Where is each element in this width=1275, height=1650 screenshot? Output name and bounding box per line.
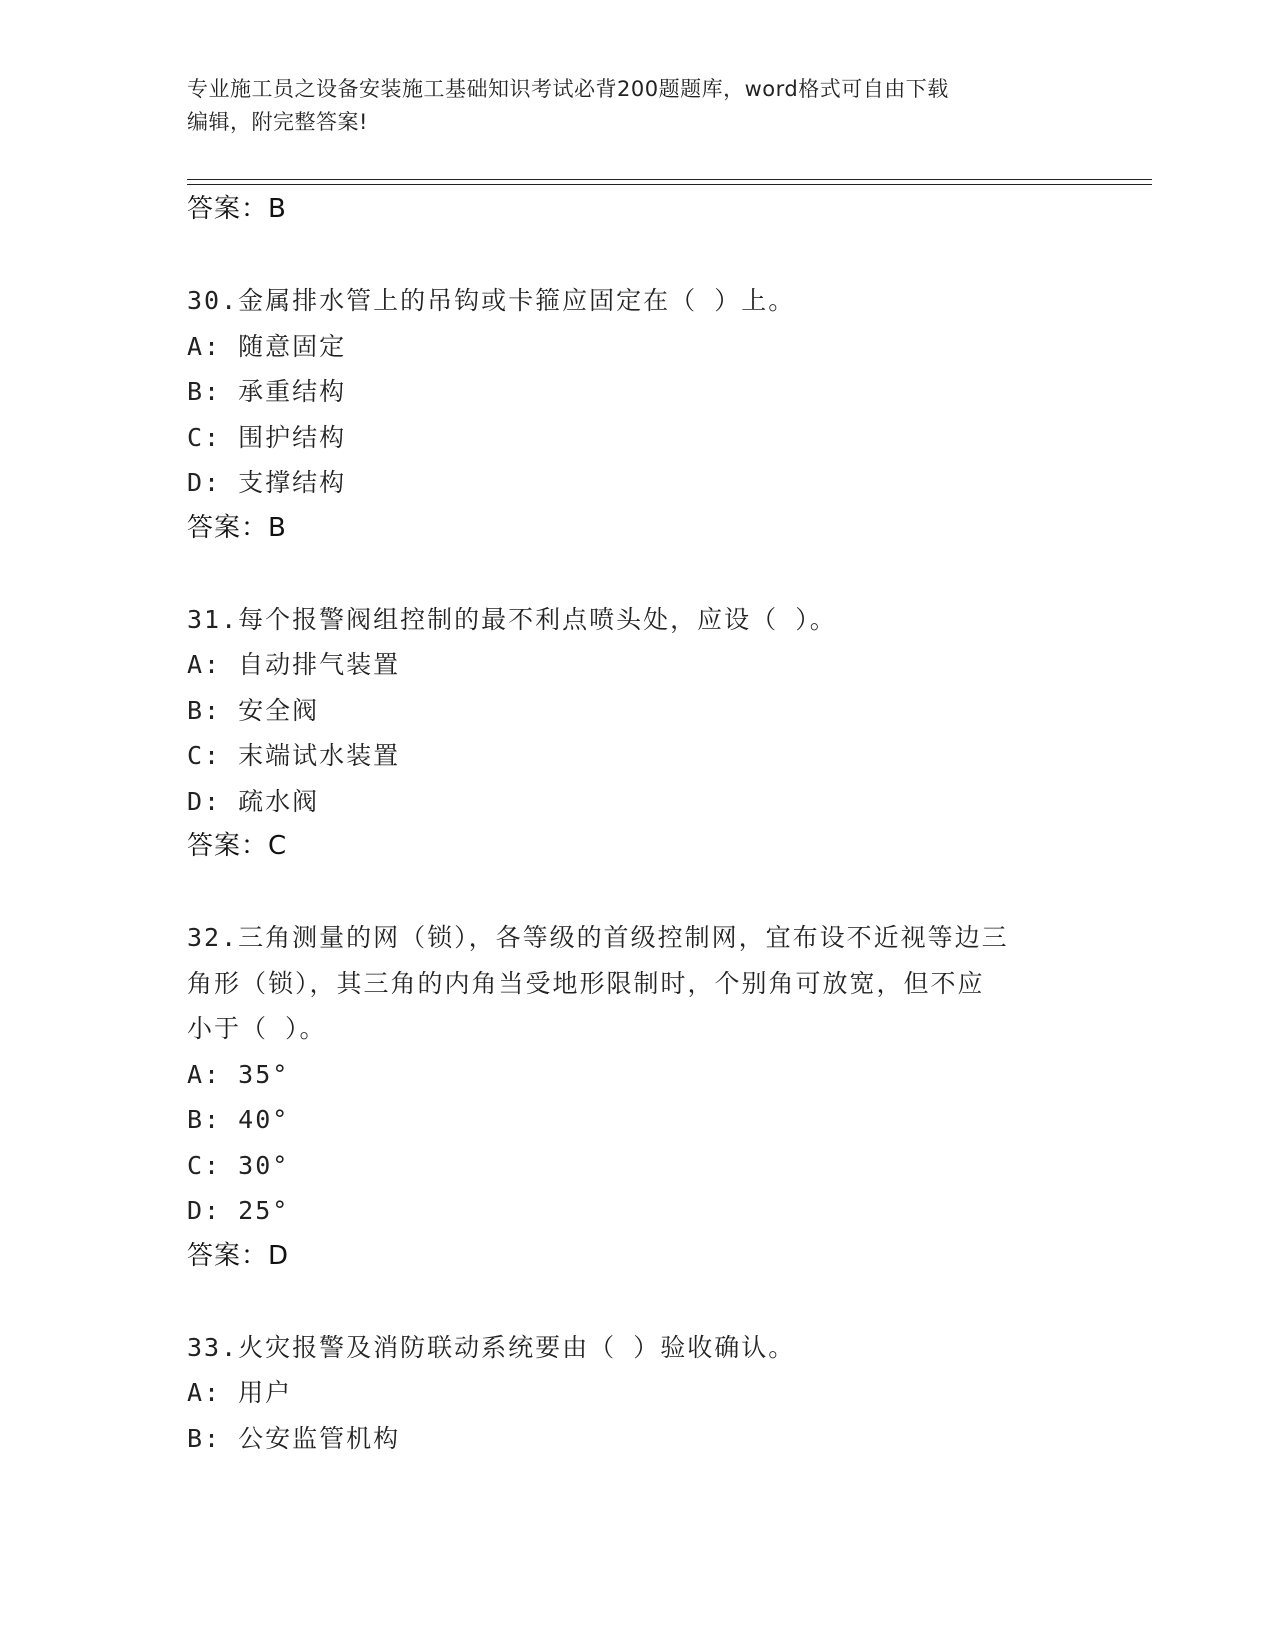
answer-line: 答案：B bbox=[187, 194, 287, 224]
header-title-line-2: 编辑，附完整答案! bbox=[187, 110, 368, 134]
answer-line: 答案：D bbox=[187, 1240, 290, 1271]
option-b: B: 安全阀 bbox=[187, 695, 320, 725]
spacer bbox=[187, 233, 1087, 279]
question-stem: 33.火灾报警及消防联动系统要由（ ）验收确认。 bbox=[187, 1332, 796, 1362]
question-block bbox=[187, 278, 1087, 551]
option-a: A: 随意固定 bbox=[187, 331, 347, 361]
header-title-line-1: 专业施工员之设备安装施工基础知识考试必背200题题库，word格式可自由下载 bbox=[187, 77, 949, 101]
option-a: A: 35° bbox=[187, 1059, 290, 1089]
option-c: C: 围护结构 bbox=[187, 422, 347, 452]
option-c: C: 30° bbox=[187, 1150, 290, 1180]
question-stem-line-2: 角形（锁），其三角的内角当受地形限制时，个别角可放宽，但不应 bbox=[187, 968, 985, 998]
answer-line: 答案：B bbox=[187, 512, 287, 543]
question-stem-line-3: 小于（ ）。 bbox=[187, 1014, 327, 1043]
option-b: B: 公安监管机构 bbox=[187, 1423, 401, 1453]
document-header bbox=[187, 73, 1067, 139]
option-a: A: 自动排气装置 bbox=[187, 650, 401, 679]
option-d: D: 支撑结构 bbox=[187, 468, 347, 497]
spacer bbox=[187, 551, 1087, 597]
spacer bbox=[187, 1279, 1087, 1325]
option-c: C: 末端试水装置 bbox=[187, 741, 401, 770]
question-block bbox=[187, 597, 1087, 870]
question-stem: 30.金属排水管上的吊钩或卡箍应固定在（ ）上。 bbox=[187, 286, 796, 315]
spacer bbox=[187, 870, 1087, 916]
question-stem: 31.每个报警阀组控制的最不利点喷头处，应设（ ）。 bbox=[187, 604, 837, 634]
header-divider bbox=[187, 179, 1152, 185]
question-stem-line-1: 32.三角测量的网（锁），各等级的首级控制网，宜布设不近视等边三 bbox=[187, 923, 1009, 952]
question-list bbox=[187, 187, 1087, 1461]
option-d: D: 25° bbox=[187, 1196, 290, 1225]
option-b: B: 承重结构 bbox=[187, 377, 347, 406]
option-a: A: 用户 bbox=[187, 1378, 293, 1407]
question-block bbox=[187, 915, 1087, 1279]
option-b: B: 40° bbox=[187, 1105, 290, 1134]
option-d: D: 疏水阀 bbox=[187, 786, 320, 816]
answer-line: 答案：C bbox=[187, 831, 288, 861]
question-block bbox=[187, 1325, 1087, 1462]
